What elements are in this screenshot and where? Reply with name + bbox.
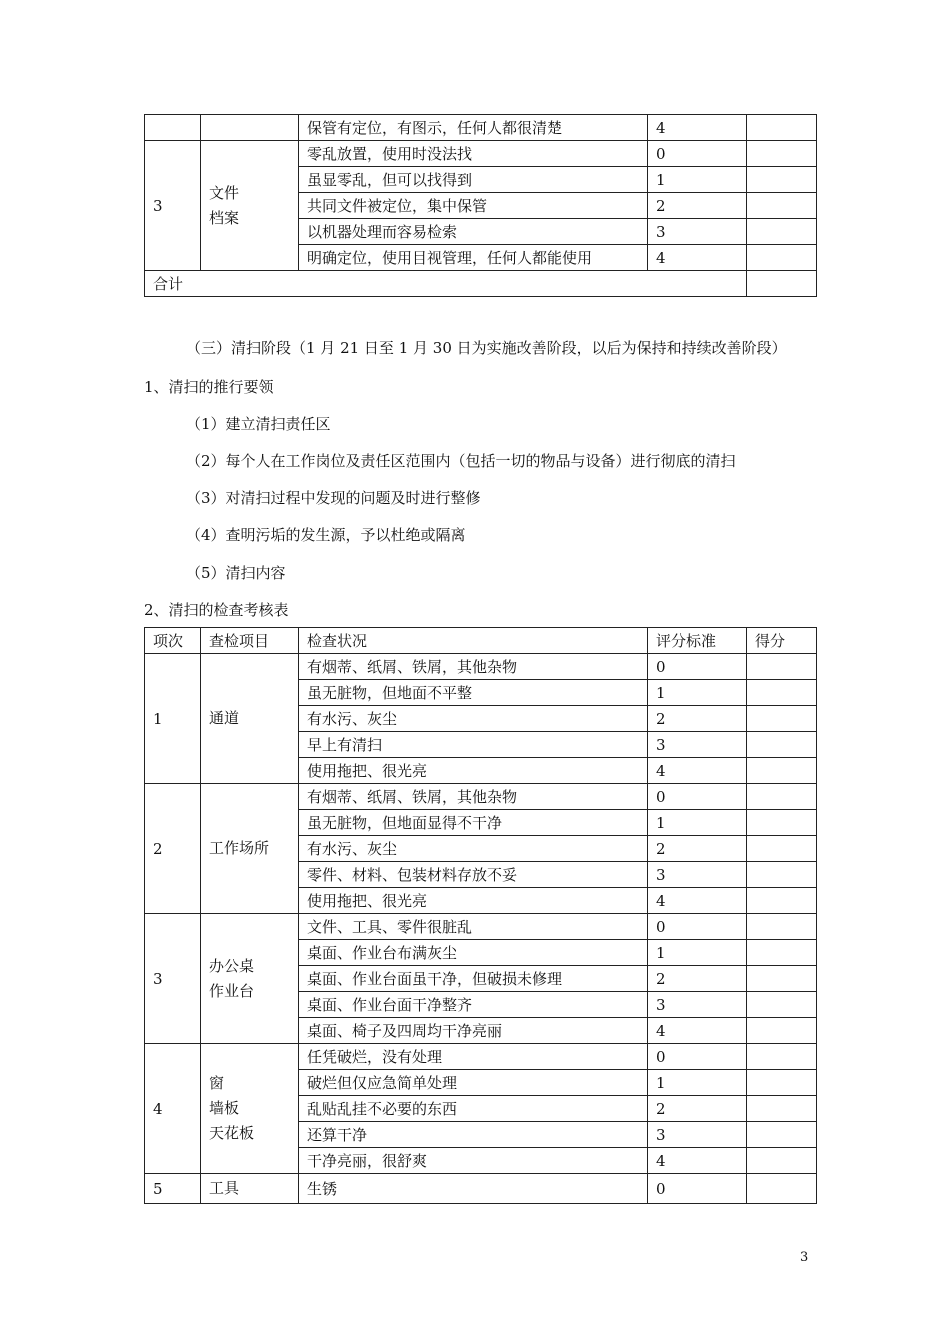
score-standard-cell: 4 bbox=[648, 758, 747, 784]
status-cell: 有水污、灰尘 bbox=[299, 836, 648, 862]
header-cell: 评分标准 bbox=[648, 628, 747, 654]
score-cell bbox=[747, 940, 817, 966]
check-item-cell bbox=[201, 914, 299, 1044]
score-cell bbox=[747, 784, 817, 810]
score-cell bbox=[747, 914, 817, 940]
score-standard-cell: 0 bbox=[648, 1174, 747, 1204]
check-item-cell bbox=[201, 115, 299, 141]
score-standard-cell: 2 bbox=[648, 836, 747, 862]
subsection-title: 1、清扫的推行要领 bbox=[144, 378, 274, 396]
check-item-cell bbox=[201, 784, 299, 914]
status-cell: 生锈 bbox=[299, 1174, 648, 1204]
score-cell bbox=[747, 245, 817, 271]
score-standard-cell: 1 bbox=[648, 680, 747, 706]
score-standard-cell: 1 bbox=[648, 1070, 747, 1096]
step-item: （2）每个人在工作岗位及责任区范围内（包括一切的物品与设备）进行彻底的清扫 bbox=[186, 452, 736, 470]
section-heading: （三）清扫阶段（1 月 21 日至 1 月 30 日为实施改善阶段，以后为保持和持续改善阶段） bbox=[186, 339, 787, 357]
score-standard-cell: 1 bbox=[648, 810, 747, 836]
score-cell bbox=[747, 992, 817, 1018]
check-item-line: 窗 bbox=[209, 1074, 225, 1092]
header-cell: 查检项目 bbox=[201, 628, 299, 654]
score-standard-cell: 4 bbox=[648, 115, 747, 141]
item-no-cell: 5 bbox=[145, 1174, 201, 1204]
item-no-cell: 2 bbox=[145, 784, 201, 914]
score-standard-cell: 2 bbox=[648, 193, 747, 219]
status-cell: 乱贴乱挂不必要的东西 bbox=[299, 1096, 648, 1122]
status-cell: 桌面、作业台面虽干净，但破损未修理 bbox=[299, 966, 648, 992]
check-item-cell bbox=[201, 141, 299, 271]
item-no-cell: 3 bbox=[145, 141, 201, 271]
status-cell: 有烟蒂、纸屑、铁屑，其他杂物 bbox=[299, 654, 648, 680]
score-cell bbox=[747, 706, 817, 732]
check-item-cell bbox=[201, 1044, 299, 1174]
status-cell: 有水污、灰尘 bbox=[299, 706, 648, 732]
score-cell bbox=[747, 193, 817, 219]
score-cell bbox=[747, 680, 817, 706]
status-cell: 零件、材料、包装材料存放不妥 bbox=[299, 862, 648, 888]
check-item-line: 工具 bbox=[209, 1179, 240, 1197]
step-item: （4）查明污垢的发生源，予以杜绝或隔离 bbox=[186, 526, 466, 544]
header-cell: 得分 bbox=[747, 628, 817, 654]
check-item-line: 办公桌 bbox=[209, 956, 255, 975]
score-cell bbox=[747, 888, 817, 914]
status-cell: 文件、工具、零件很脏乱 bbox=[299, 914, 648, 940]
score-standard-cell: 3 bbox=[648, 1122, 747, 1148]
status-cell: 有烟蒂、纸屑、铁屑，其他杂物 bbox=[299, 784, 648, 810]
status-cell: 干净亮丽，很舒爽 bbox=[299, 1148, 648, 1174]
item-no-cell: 1 bbox=[145, 654, 201, 784]
item-no-cell: 4 bbox=[145, 1044, 201, 1174]
score-cell bbox=[747, 966, 817, 992]
status-cell: 虽显零乱，但可以找得到 bbox=[299, 167, 648, 193]
status-cell: 保管有定位，有图示，任何人都很清楚 bbox=[299, 115, 648, 141]
total-label: 合计 bbox=[145, 271, 747, 297]
status-cell: 早上有清扫 bbox=[299, 732, 648, 758]
score-cell bbox=[747, 141, 817, 167]
score-cell bbox=[747, 1044, 817, 1070]
header-cell: 项次 bbox=[145, 628, 201, 654]
score-cell bbox=[747, 758, 817, 784]
table-row bbox=[145, 784, 817, 810]
score-standard-cell: 3 bbox=[648, 992, 747, 1018]
step-item: （1）建立清扫责任区 bbox=[186, 415, 331, 433]
score-standard-cell: 3 bbox=[648, 862, 747, 888]
check-item-line: 文件 bbox=[209, 183, 240, 202]
score-cell bbox=[747, 732, 817, 758]
score-standard-cell: 0 bbox=[648, 1044, 747, 1070]
score-standard-cell: 4 bbox=[648, 1018, 747, 1044]
score-cell bbox=[747, 1096, 817, 1122]
score-standard-cell: 0 bbox=[648, 784, 747, 810]
total-row bbox=[145, 271, 817, 297]
check-item-line: 档案 bbox=[209, 208, 240, 227]
score-cell bbox=[747, 1018, 817, 1044]
score-cell bbox=[747, 1122, 817, 1148]
header-cell: 检查状况 bbox=[299, 628, 648, 654]
check-item-line: 工作场所 bbox=[209, 839, 270, 857]
check-item-cell bbox=[201, 1174, 299, 1204]
score-standard-cell: 1 bbox=[648, 940, 747, 966]
score-standard-cell: 1 bbox=[648, 167, 747, 193]
score-standard-cell: 3 bbox=[648, 732, 747, 758]
item-no-cell bbox=[145, 115, 201, 141]
score-cell bbox=[747, 219, 817, 245]
score-standard-cell: 0 bbox=[648, 654, 747, 680]
status-cell: 虽无脏物，但地面显得不干净 bbox=[299, 810, 648, 836]
status-cell: 以机器处理而容易检索 bbox=[299, 219, 648, 245]
score-cell bbox=[747, 862, 817, 888]
item-no-cell: 3 bbox=[145, 914, 201, 1044]
check-item-line: 通道 bbox=[209, 709, 240, 727]
score-standard-cell: 0 bbox=[648, 914, 747, 940]
table-row bbox=[145, 141, 817, 167]
score-standard-cell: 2 bbox=[648, 706, 747, 732]
step-item: （3）对清扫过程中发现的问题及时进行整修 bbox=[186, 489, 481, 507]
total-score-cell bbox=[747, 271, 817, 297]
score-cell bbox=[747, 167, 817, 193]
score-cell bbox=[747, 836, 817, 862]
organize-check-table-continued bbox=[144, 114, 817, 297]
step-item: （5）清扫内容 bbox=[186, 564, 286, 582]
score-cell bbox=[747, 115, 817, 141]
status-cell: 使用拖把、很光亮 bbox=[299, 888, 648, 914]
score-cell bbox=[747, 654, 817, 680]
status-cell: 桌面、作业台面干净整齐 bbox=[299, 992, 648, 1018]
table-row bbox=[145, 1174, 817, 1204]
status-cell: 桌面、椅子及四周均干净亮丽 bbox=[299, 1018, 648, 1044]
check-item-line: 天花板 bbox=[209, 1124, 255, 1142]
status-cell: 还算干净 bbox=[299, 1122, 648, 1148]
score-cell bbox=[747, 1174, 817, 1204]
status-cell: 零乱放置，使用时没法找 bbox=[299, 141, 648, 167]
score-standard-cell: 4 bbox=[648, 888, 747, 914]
score-standard-cell: 4 bbox=[648, 1148, 747, 1174]
score-standard-cell: 2 bbox=[648, 966, 747, 992]
table-row bbox=[145, 115, 817, 141]
subsection-title: 2、清扫的检查考核表 bbox=[144, 601, 289, 619]
score-standard-cell: 3 bbox=[648, 219, 747, 245]
status-cell: 桌面、作业台布满灰尘 bbox=[299, 940, 648, 966]
score-cell bbox=[747, 810, 817, 836]
score-cell bbox=[747, 1148, 817, 1174]
check-item-line: 墙板 bbox=[209, 1099, 240, 1117]
status-cell: 虽无脏物，但地面不平整 bbox=[299, 680, 648, 706]
score-standard-cell: 2 bbox=[648, 1096, 747, 1122]
table-row bbox=[145, 914, 817, 940]
status-cell: 共同文件被定位，集中保管 bbox=[299, 193, 648, 219]
status-cell: 明确定位，使用目视管理，任何人都能使用 bbox=[299, 245, 648, 271]
table-header-row bbox=[145, 628, 817, 654]
check-item-line: 作业台 bbox=[209, 981, 255, 1000]
check-item-cell bbox=[201, 654, 299, 784]
table-row bbox=[145, 1044, 817, 1070]
status-cell: 任凭破烂，没有处理 bbox=[299, 1044, 648, 1070]
page-number: 3 bbox=[800, 1250, 809, 1265]
score-standard-cell: 4 bbox=[648, 245, 747, 271]
score-cell bbox=[747, 1070, 817, 1096]
score-standard-cell: 0 bbox=[648, 141, 747, 167]
cleaning-check-table bbox=[144, 627, 817, 1204]
table-row bbox=[145, 654, 817, 680]
status-cell: 破烂但仅应急简单处理 bbox=[299, 1070, 648, 1096]
status-cell: 使用拖把、很光亮 bbox=[299, 758, 648, 784]
